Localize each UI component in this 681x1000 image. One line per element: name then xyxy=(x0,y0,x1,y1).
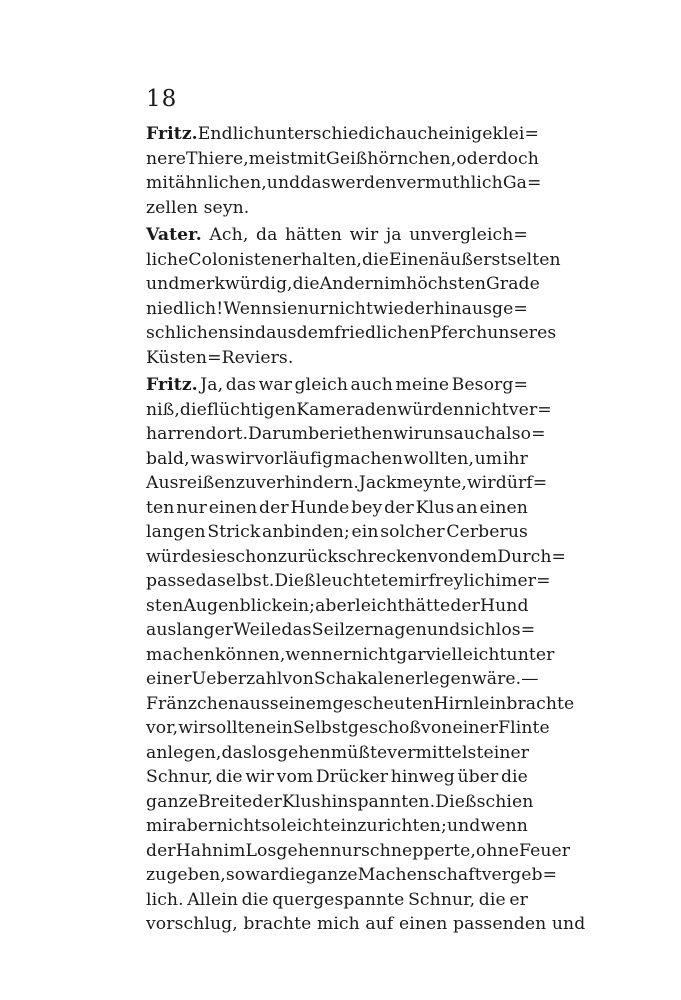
text-line: würde sie schon zurückschrecken von dem Durch= xyxy=(146,546,567,567)
text-line: niß, die flüchtigen Kameraden würden nicht ver= xyxy=(146,399,552,420)
text-line: vor, wir sollten ein Selbstgeschoß von einer Flinte xyxy=(146,718,550,738)
text-line: machen können, wenn er nicht gar vielleicht unter xyxy=(146,644,555,665)
text-line: mit ähnlichen, und das werden vermuthlich Ga= xyxy=(146,173,542,193)
text-line: aus langer Weile das Seil zernagen und sich los= xyxy=(146,620,536,640)
body-text xyxy=(146,122,586,937)
text-line: Fränzchen aus seinem gescheuten Hirnlein brachte xyxy=(146,693,575,714)
text-line: lich. Allein die quergespannte Schnur, die er xyxy=(146,889,528,910)
speaker-name: Vater. xyxy=(146,225,202,245)
text-line: schlichen sind aus dem friedlichen Pferch unseres xyxy=(146,323,557,343)
text-line: Vater. Ach, da hätten wir ja unvergleich= xyxy=(146,223,528,248)
text-line: mir aber nicht so leicht einzurichten; und wenn xyxy=(146,816,528,836)
text-line: und merkwürdig, die Andern im höchsten Grade xyxy=(146,274,540,294)
text-line: zu geben, so war die ganze Machenschaft vergeb= xyxy=(146,865,558,885)
text-line: Küsten=Reviers. xyxy=(146,347,294,368)
text-line: Fritz. Endlich unterschied ich auch einige klei= xyxy=(146,122,528,147)
text-line: Schnur, die wir vom Drücker hinweg über die xyxy=(146,767,528,787)
text-line: harren dort. Darum beriethen wir uns auch also= xyxy=(146,424,546,444)
page-number: 18 xyxy=(146,86,178,112)
text-line: einer Ueberzahl von Schakalen erlegen wäre. — xyxy=(146,669,539,689)
text-line: der Hahn im Losgehen nur schnepperte, ohne Feuer xyxy=(146,840,571,861)
text-line: passe daselbst. Dieß leuchtete mir freylich im er= xyxy=(146,571,551,591)
text-line: nere Thiere, meist mit Geißhörnchen, oder doch xyxy=(146,148,539,169)
text-line: liche Colonisten erhalten, die Einen äußerst selten xyxy=(146,249,561,270)
text-line: Fritz. Ja, das war gleich auch meine Besorg= xyxy=(146,373,528,398)
text-line: ganze Breite der Klus hinspannten. Dieß schien xyxy=(146,791,534,812)
text-line: zellen seyn. xyxy=(146,197,250,218)
text-line: langen Strick anbinden; ein solcher Cerberus xyxy=(146,522,528,542)
text-line: anlegen, das losgehen müßte vermittelst einer xyxy=(146,742,530,763)
text-line: bald, was wir vorläufig machen wollten, um ihr xyxy=(146,448,528,469)
text-line: ten nur einen der Hunde bey der Klus an einen xyxy=(146,497,528,518)
paragraph xyxy=(146,373,586,937)
speaker-name: Fritz. xyxy=(146,375,198,395)
text-line: Ausreißen zu verhindern. Jack meynte, wir dürf= xyxy=(146,473,548,493)
paragraph xyxy=(146,223,561,370)
text-line: vorschlug, brachte mich auf einen passenden und xyxy=(146,914,586,934)
speaker-name: Fritz. xyxy=(146,124,198,144)
text-line: niedlich! Wenn sie nur nicht wieder hinausge= xyxy=(146,298,528,319)
paragraph xyxy=(146,122,542,220)
text-line: sten Augenblick ein; aber leicht hätte der Hund xyxy=(146,595,529,616)
